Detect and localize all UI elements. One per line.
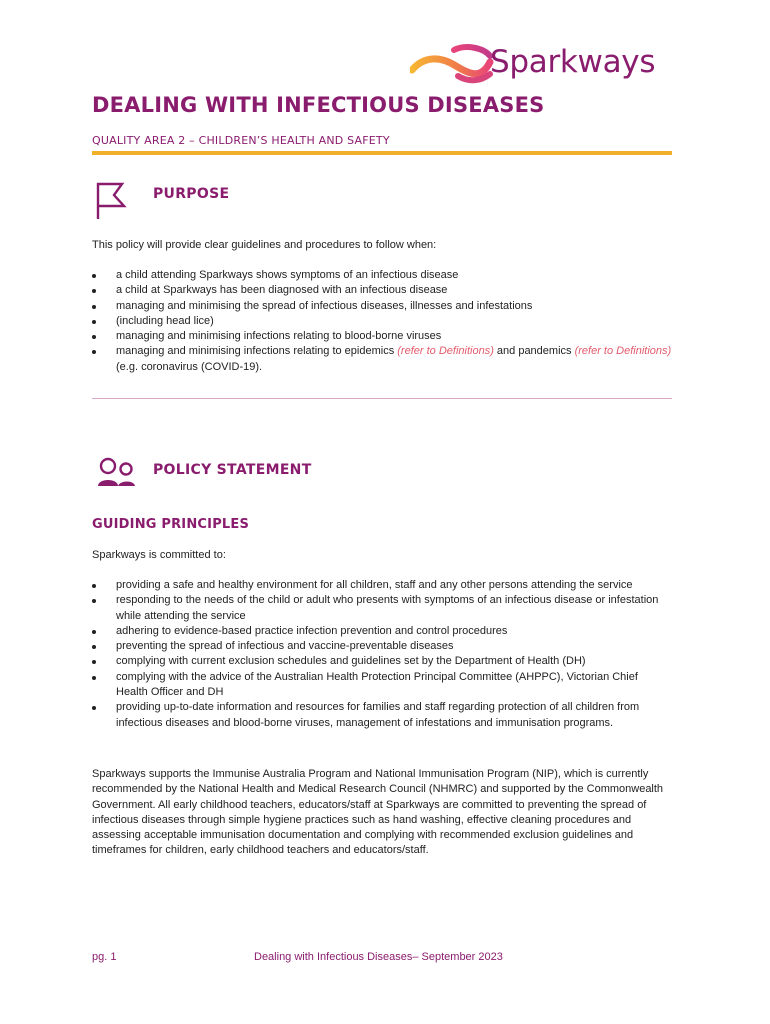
logo-swoosh-icon: [410, 42, 494, 88]
list-item: adhering to evidence-based practice infection prevention and control procedures: [92, 624, 672, 639]
list-item: (including head lice): [92, 314, 672, 329]
list-item: a child attending Sparkways shows symptoms of an infectious disease: [92, 268, 672, 283]
list-item: managing and minimising infections relating to blood-borne viruses: [92, 329, 672, 344]
flag-icon: [94, 180, 134, 220]
list-item: responding to the needs of the child or adult who presents with symptoms of an infectious disease or infestation while attending the service: [92, 593, 672, 624]
definitions-reference-link[interactable]: (refer to Definitions): [397, 345, 494, 358]
people-icon: [96, 454, 136, 494]
logo-wordmark: Sparkways: [490, 44, 656, 80]
list-item-text: and pandemics: [493, 345, 575, 358]
list-item: providing up-to-date information and resources for families and staff regarding protection of all children from infectious diseases and blood-borne viruses, management of infestations and immunisation programs.: [92, 700, 672, 731]
title-divider: [92, 151, 672, 155]
sparkways-logo: [410, 42, 680, 88]
list-item: preventing the spread of infectious and vaccine-preventable diseases: [92, 639, 672, 654]
list-item: providing a safe and healthy environment for all children, staff and any other persons attending the service: [92, 578, 672, 593]
immunisation-paragraph: Sparkways supports the Immunise Australia Program and National Immunisation Program (NIP), which is currently recommended by the National Health and Medical Research Council (NHMRC) and supported by the Commonwealth Government. All early childhood teachers, educators/staff at Sparkways are committed to preventing the spread of infectious diseases through simple hygiene practices such as hand washing, effective cleaning procedures and assessing acceptable immunisation documentation and complying with recommended exclusion guidelines and timeframes for children, early childhood teachers and educators/staff.: [92, 768, 664, 857]
guiding-principles-heading: GUIDING PRINCIPLES: [92, 517, 250, 532]
purpose-list: [92, 268, 672, 375]
page-subtitle: QUALITY AREA 2 – CHILDREN’S HEALTH AND SAFETY: [92, 134, 390, 147]
list-item: managing and minimising the spread of infectious diseases, illnesses and infestations: [92, 299, 672, 314]
purpose-heading: PURPOSE: [153, 186, 230, 202]
list-item: a child at Sparkways has been diagnosed with an infectious disease: [92, 283, 672, 298]
policy-statement-heading: POLICY STATEMENT: [153, 462, 312, 478]
page-title: DEALING WITH INFECTIOUS DISEASES: [92, 93, 545, 117]
list-item: complying with current exclusion schedules and guidelines set by the Department of Health (DH): [92, 654, 672, 669]
definitions-reference-link[interactable]: (refer to Definitions): [574, 345, 672, 358]
committed-intro: Sparkways is committed to:: [92, 549, 226, 561]
section-divider: [92, 398, 672, 399]
list-item-text: (e.g. coronavirus (COVID-19).: [116, 360, 263, 373]
list-item: [92, 344, 672, 375]
page-number: pg. 1: [92, 951, 117, 963]
guiding-principles-list: [92, 578, 672, 731]
list-item-text: managing and minimising infections relating to epidemics: [116, 345, 398, 358]
footer-document-title: Dealing with Infectious Diseases– September 2023: [254, 951, 503, 963]
list-item: complying with the advice of the Australian Health Protection Principal Committee (AHPPC), Victorian Chief Health Officer and DH: [92, 670, 672, 701]
purpose-intro: This policy will provide clear guidelines and procedures to follow when:: [92, 239, 437, 251]
